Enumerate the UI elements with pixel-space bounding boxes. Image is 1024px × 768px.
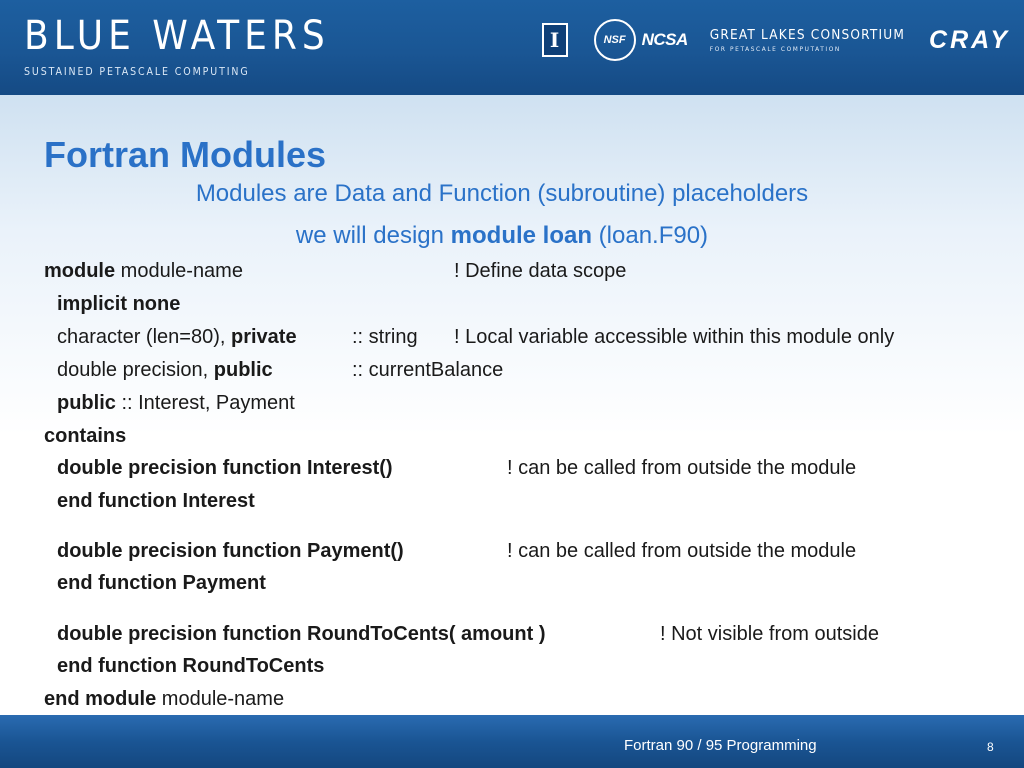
code-line-payment-function: double precision function Payment() [57, 540, 404, 562]
footer-title: Fortran 90 / 95 Programming [624, 737, 817, 754]
character-type: character (len=80), [57, 326, 231, 348]
code-line-contains: contains [44, 425, 127, 447]
code-line-interest-function: double precision function Interest() [57, 457, 393, 479]
brand-title: BLUE WATERS [24, 13, 330, 59]
subtitle-line2-post: (loan.F90) [592, 222, 709, 249]
footer-bar [0, 715, 1024, 768]
nsf-logo: NSF [594, 19, 636, 61]
subtitle-line2-pre: we will design [295, 222, 451, 249]
code-line-public-list [57, 391, 295, 415]
public-keyword: public [57, 392, 116, 414]
module-keyword: module [44, 260, 116, 282]
glc-line2: FOR PETASCALE COMPUTATION [709, 45, 841, 53]
comment-local-variable: ! Local variable accessible within this module only [454, 326, 895, 348]
end-module-name: module-name [156, 688, 285, 710]
public-names: :: Interest, Payment [115, 392, 295, 414]
subtitle-line2-bold: module loan [450, 222, 592, 249]
code-line-implicit-none: implicit none [57, 293, 181, 315]
illinois-logo: I [542, 23, 568, 57]
brand-subtitle: SUSTAINED PETASCALE COMPUTING [24, 66, 250, 78]
private-keyword: private [230, 326, 297, 348]
code-line-double-decl [57, 358, 273, 382]
page-number: 8 [987, 740, 994, 754]
code-line-end-payment: end function Payment [57, 572, 266, 594]
subtitle-line1: Modules are Data and Function (subroutine) placeholders [195, 180, 809, 207]
code-line-end-module [44, 687, 284, 711]
end-module-keyword: end module [44, 688, 157, 710]
module-name: module-name [115, 260, 243, 282]
comment-payment: ! can be called from outside the module [507, 540, 857, 562]
code-line-end-interest: end function Interest [57, 490, 255, 512]
current-balance-variable: :: currentBalance [352, 359, 504, 381]
string-variable: :: string [352, 326, 418, 348]
comment-interest: ! can be called from outside the module [507, 457, 857, 479]
glc-line1: GREAT LAKES CONSORTIUM [709, 27, 906, 43]
cray-logo: CRAY [929, 25, 1010, 54]
code-line-module [44, 259, 243, 283]
comment-define-data-scope: ! Define data scope [454, 260, 627, 282]
code-line-character-decl [57, 325, 297, 349]
code-line-end-roundtocents: end function RoundToCents [57, 655, 325, 677]
slide-title: Fortran Modules [44, 134, 327, 175]
public-keyword: public [213, 359, 273, 381]
comment-roundtocents: ! Not visible from outside [660, 623, 879, 645]
code-line-roundtocents-function: double precision function RoundToCents( amount ) [57, 623, 546, 645]
double-type: double precision, [57, 359, 214, 381]
ncsa-logo: NCSA [641, 30, 688, 49]
